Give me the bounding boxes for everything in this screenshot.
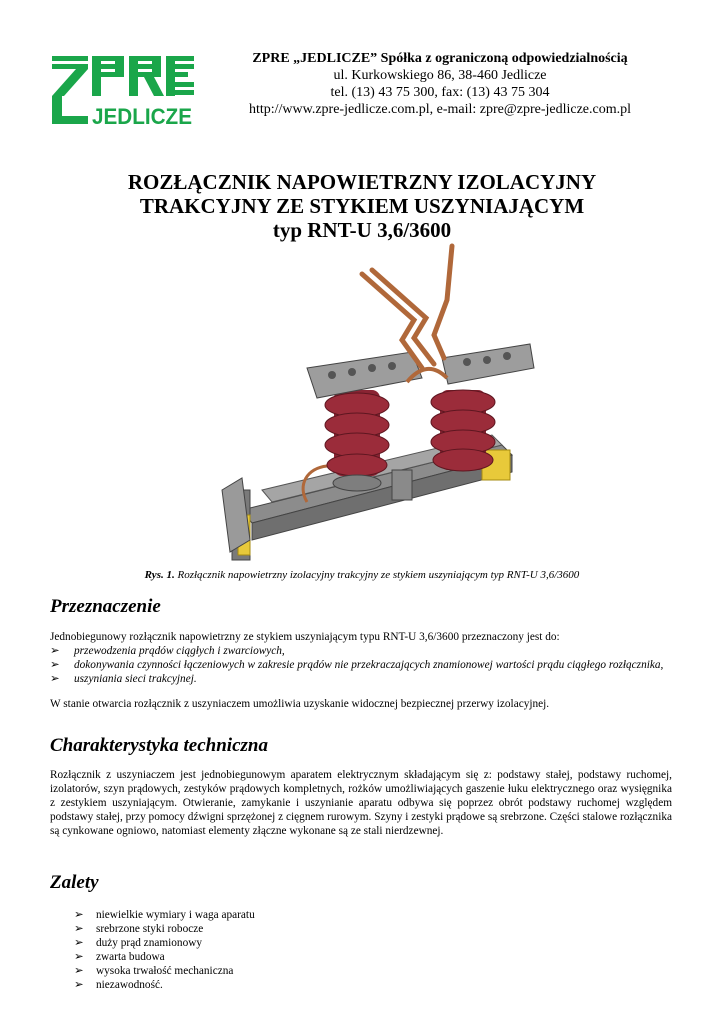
purpose-list	[50, 644, 672, 686]
caption-text: Rozłącznik napowietrzny izolacyjny trakcyjny ze stykiem uszyniającym typ RNT-U 3,6/3600	[174, 569, 580, 581]
list-item: ➢ zwarta budowa	[74, 951, 165, 963]
figure-caption	[60, 569, 664, 581]
caption-lead: Rys. 1.	[144, 569, 175, 581]
arrow-bullet-icon: ➢	[50, 645, 60, 657]
arrow-bullet-icon: ➢	[74, 909, 84, 921]
right-insulator	[431, 390, 495, 471]
list-item: ➢ niezawodność.	[74, 979, 163, 991]
document-title	[60, 170, 664, 242]
list-item: ➢ uszyniania sieci trakcyjnej.	[50, 673, 197, 685]
tech-description: Rozłącznik z uszyniaczem jest jednobiegunowym aparatem elektrycznym składającym się z: podstawy stałej, podstawy ruchomej, izolatorów, szyn prądowych, zestyków prądowych kompletnych, rożków umożliwiających gaszenie łuku elektrycznego oraz wysięgnika z zestykiem uszyniającym. Otwieranie, zamykanie i uszynianie aparatu odbywa się poprzez obrót podstawy ruchomej względem podstawy stałej, przy pomocy dźwigni sprzężonej z cięgnem rurowym. Szyny i zestyki prądowe są srebrzone. Części stalowe rozłącznika są cynkowane ogniowo, natomiast elementy złączne wykonane są ze stali nierdzewnej.	[50, 769, 672, 837]
arrow-bullet-icon: ➢	[50, 659, 60, 671]
company-details	[232, 50, 648, 118]
company-name: ZPRE „JEDLICZE” Spółka z ograniczoną odpowiedzialnością	[252, 51, 628, 66]
list-item: ➢ wysoka trwałość mechaniczna	[74, 965, 234, 977]
arrow-bullet-icon: ➢	[74, 937, 84, 949]
arrow-bullet-icon: ➢	[74, 951, 84, 963]
arrow-bullet-icon: ➢	[74, 965, 84, 977]
advantages-heading: Zalety	[50, 872, 99, 893]
advantages-list	[74, 908, 255, 992]
list-item: ➢ niewielkie wymiary i waga aparatu	[74, 909, 255, 921]
company-phone: tel. (13) 43 75 300, fax: (13) 43 75 304	[330, 85, 550, 100]
open-state-note: W stanie otwarcia rozłącznik z uszyniaczem umożliwia uzyskanie widocznej bezpiecznej przerwy izolacyjnej.	[50, 698, 550, 710]
list-item: ➢ dokonywania czynności łączeniowych w zakresie prądów nie przekraczających znamionowej wartości prądu ciągłego rozłącznika,	[50, 659, 664, 671]
company-web[interactable]: http://www.zpre-jedlicze.com.pl, e-mail: zpre@zpre-jedlicze.com.pl	[248, 102, 632, 117]
title-line-1: ROZŁĄCZNIK NAPOWIETRZNY IZOLACYJNY	[127, 170, 597, 194]
purpose-intro: Jednobiegunowy rozłącznik napowietrzny ze stykiem uszyniającym typu RNT-U 3,6/3600 przeznaczony jest do:	[50, 631, 560, 643]
title-line-2: TRAKCYJNY ZE STYKIEM USZYNIAJĄCYM	[139, 194, 585, 218]
purpose-heading: Przeznaczenie	[50, 596, 161, 617]
grounding-arm	[362, 246, 452, 368]
arrow-bullet-icon: ➢	[74, 923, 84, 935]
title-line-3: typ RNT-U 3,6/3600	[272, 218, 452, 242]
arrow-bullet-icon: ➢	[50, 673, 60, 685]
list-item: ➢ srebrzone styki robocze	[74, 923, 204, 935]
tech-heading: Charakterystyka techniczna	[50, 735, 268, 756]
zpre-jedlicze-logo	[52, 54, 194, 126]
disconnector-illustration	[212, 240, 542, 565]
logo-jedlicze-text: JEDLICZE	[92, 104, 192, 126]
list-item: ➢ przewodzenia prądów ciągłych i zwarciowych,	[50, 645, 285, 657]
list-item: ➢ duży prąd znamionowy	[74, 937, 203, 949]
arrow-bullet-icon: ➢	[74, 979, 84, 991]
company-address: ul. Kurkowskiego 86, 38-460 Jedlicze	[333, 68, 547, 83]
current-bars	[307, 344, 534, 398]
